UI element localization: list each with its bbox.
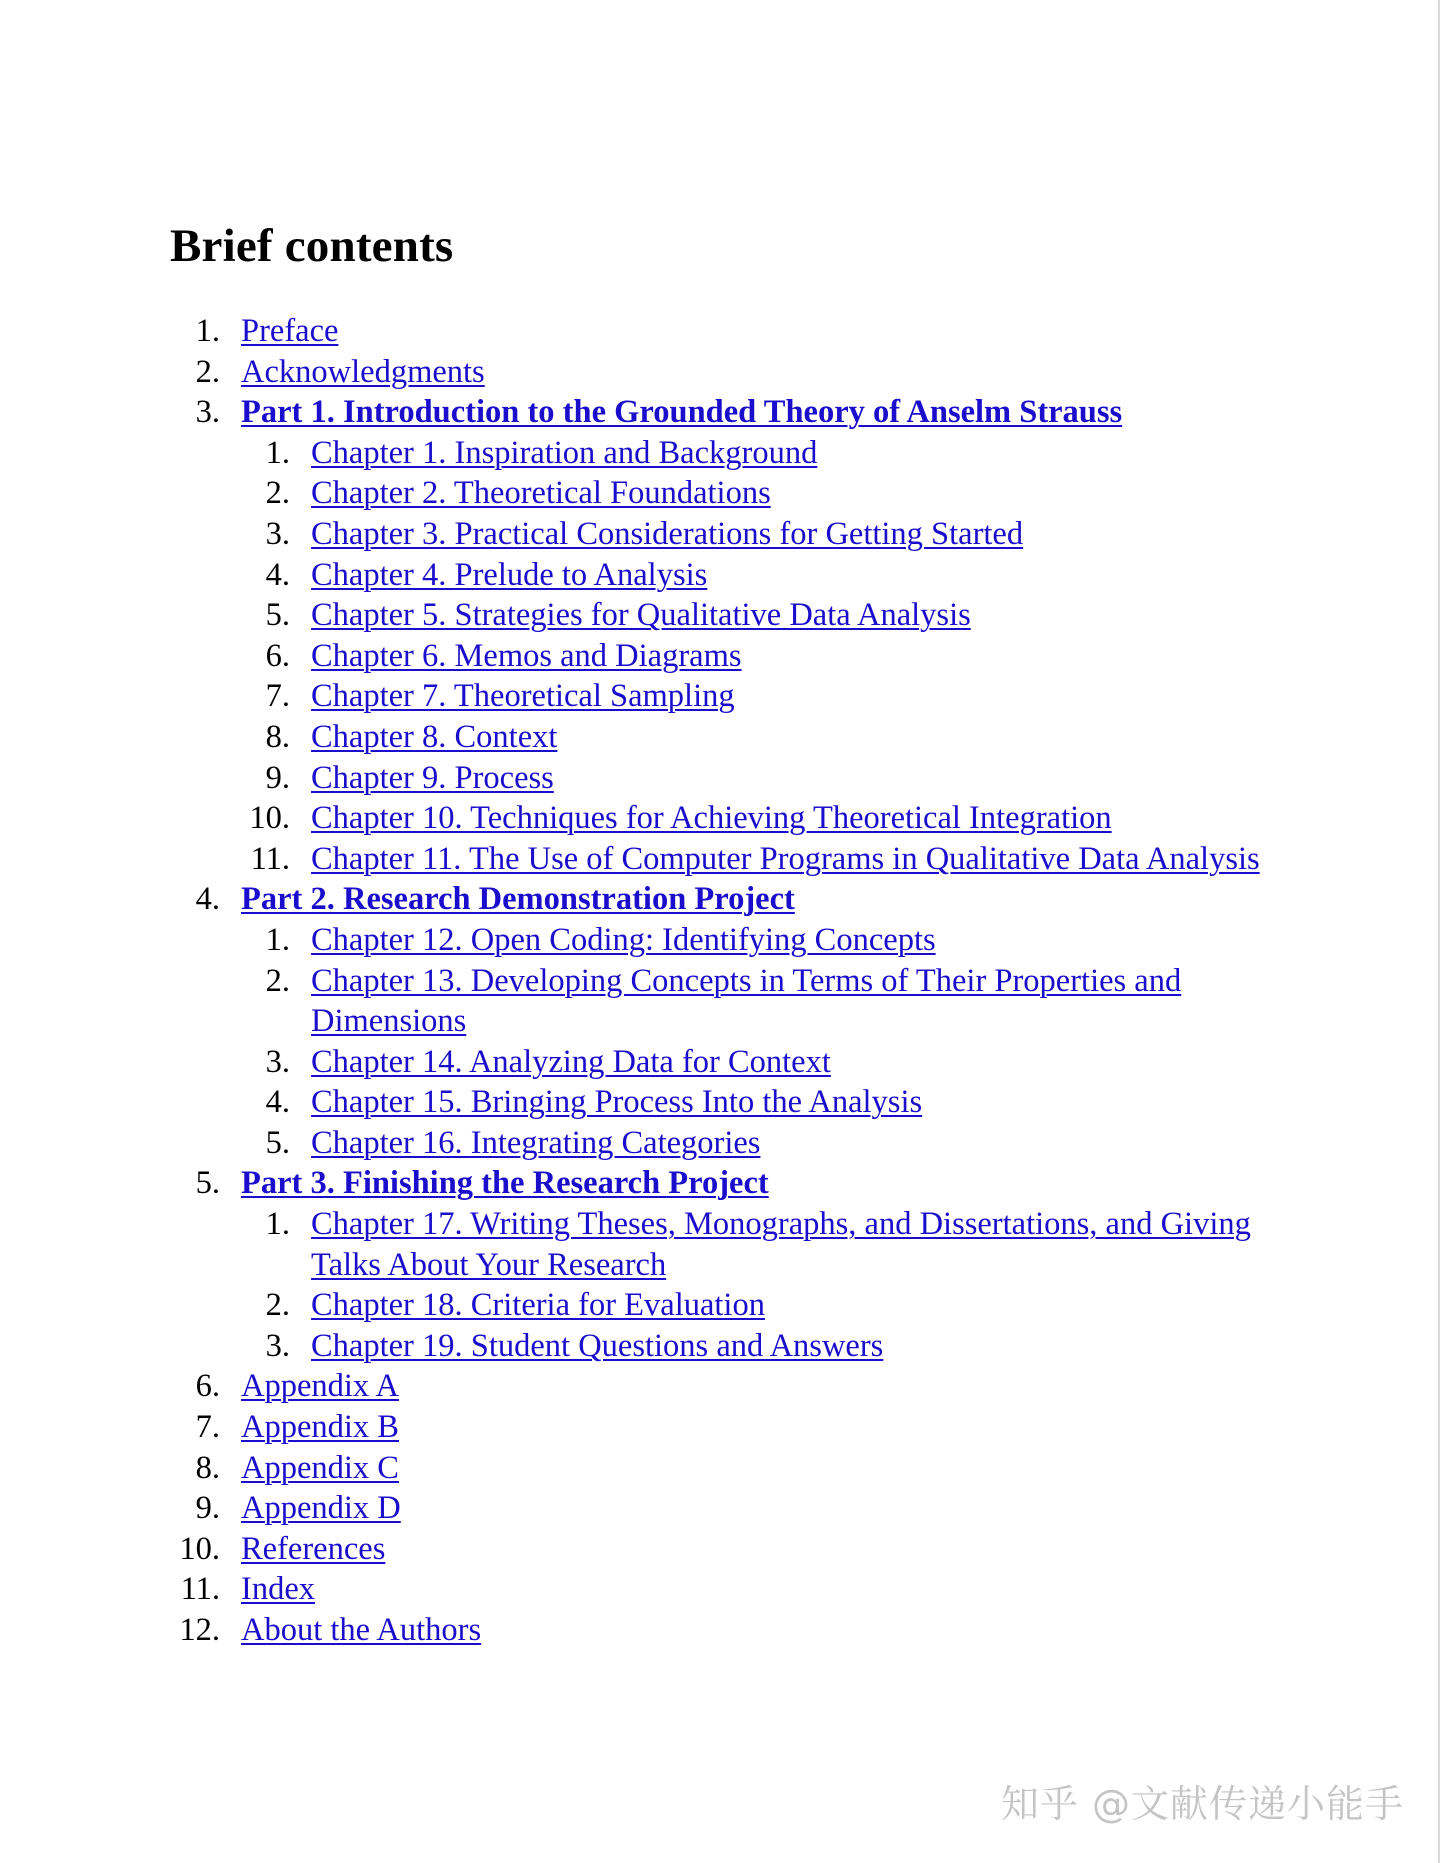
toc-link[interactable]: Chapter 17. Writing Theses, Monographs, and Dissertations, and Giving Talks About Your Research	[311, 1206, 1251, 1283]
toc-item-number: 6.	[265, 637, 290, 674]
toc-link[interactable]: Chapter 3. Practical Considerations for Getting Started	[311, 515, 1024, 552]
toc-chapter-item	[0, 758, 1440, 799]
toc-link[interactable]: Preface	[241, 313, 339, 349]
toc-item-number: 7.	[195, 1409, 220, 1446]
toc-item-text	[311, 636, 1266, 677]
toc-link[interactable]: Index	[241, 1571, 315, 1608]
toc-part-item	[0, 392, 1440, 433]
toc-item-number: 11.	[250, 840, 290, 877]
toc-chapter-item	[0, 839, 1440, 880]
toc-item-text	[241, 1529, 1321, 1570]
toc-item	[0, 1610, 1440, 1651]
toc-chapter-item	[0, 1326, 1440, 1367]
toc-link[interactable]: Chapter 8. Context	[311, 718, 558, 755]
toc-link[interactable]: Acknowledgments	[241, 353, 485, 390]
toc-item-number: 1.	[265, 921, 290, 958]
toc-item-number: 1.	[265, 1206, 290, 1243]
toc-chapter-item	[0, 473, 1440, 514]
toc-chapter-item	[0, 1082, 1440, 1123]
toc-chapter-item	[0, 514, 1440, 555]
toc-link[interactable]: Appendix A	[241, 1368, 399, 1405]
toc-item-text	[311, 1204, 1266, 1285]
toc-item-text	[311, 920, 1266, 961]
toc-item-number: 5.	[265, 597, 290, 634]
toc-link[interactable]: Chapter 2. Theoretical Foundations	[311, 475, 771, 512]
toc-item-text	[241, 1407, 1321, 1448]
toc-item-number: 2.	[265, 475, 290, 512]
toc-item-text	[311, 1042, 1266, 1083]
toc-part-link[interactable]: Part 2. Research Demonstration Project	[241, 881, 795, 918]
toc-item	[0, 311, 1440, 352]
toc-link[interactable]: About the Authors	[241, 1612, 482, 1648]
toc-chapter-item	[0, 1123, 1440, 1164]
toc-item-text	[241, 1366, 1321, 1407]
watermark: 知乎 @文献传递小能手	[1000, 1782, 1404, 1826]
toc-item-number: 3.	[265, 1327, 290, 1364]
toc-part-item	[0, 1163, 1440, 1204]
toc-link[interactable]: Chapter 10. Techniques for Achieving Theoretical Integration	[311, 800, 1112, 837]
toc-part-item	[0, 879, 1440, 920]
toc-item-number: 10.	[249, 800, 290, 837]
toc-item-number: 9.	[195, 1490, 220, 1527]
toc-item-number: 12.	[179, 1612, 220, 1648]
toc-link[interactable]: Chapter 12. Open Coding: Identifying Concepts	[311, 921, 936, 958]
toc-item	[0, 1366, 1440, 1407]
toc-link[interactable]: Chapter 15. Bringing Process Into the Analysis	[311, 1084, 923, 1121]
toc-chapter-item	[0, 961, 1440, 1042]
toc-item-text	[241, 1163, 1321, 1204]
toc-item-number: 3.	[195, 394, 220, 431]
toc-link[interactable]: Appendix D	[241, 1490, 401, 1527]
toc-item-number: 9.	[265, 759, 290, 796]
toc-item-number: 8.	[265, 718, 290, 755]
toc-item-text	[241, 1448, 1321, 1489]
toc-item-number: 1.	[265, 434, 290, 471]
toc-item-number: 5.	[195, 1165, 220, 1202]
toc-item-text	[241, 311, 1321, 352]
toc-item-number: 1.	[195, 313, 220, 349]
toc-item-text	[311, 798, 1266, 839]
toc-link[interactable]: Chapter 7. Theoretical Sampling	[311, 678, 735, 715]
toc-item-number: 3.	[265, 515, 290, 552]
toc-link[interactable]: Chapter 19. Student Questions and Answers	[311, 1327, 884, 1364]
toc-link[interactable]: References	[241, 1530, 386, 1567]
toc-item-number: 11.	[180, 1571, 220, 1608]
toc-item-number: 2.	[195, 353, 220, 390]
toc-item-text	[311, 676, 1266, 717]
toc-item-number: 8.	[195, 1449, 220, 1486]
toc-item-text	[311, 717, 1266, 758]
toc-chapter-item	[0, 433, 1440, 474]
toc-link[interactable]: Appendix B	[241, 1409, 399, 1446]
toc-item-text	[311, 1326, 1266, 1367]
toc-link[interactable]: Chapter 1. Inspiration and Background	[311, 434, 818, 471]
toc-link[interactable]: Chapter 14. Analyzing Data for Context	[311, 1043, 831, 1080]
toc-item-number: 7.	[265, 678, 290, 715]
toc-item-text	[241, 1610, 1321, 1651]
table-of-contents	[0, 311, 1440, 1651]
toc-link[interactable]: Chapter 18. Criteria for Evaluation	[311, 1287, 765, 1324]
toc-item-text	[311, 514, 1266, 555]
toc-item	[0, 1569, 1440, 1610]
toc-item-text	[241, 879, 1321, 920]
toc-link[interactable]: Chapter 16. Integrating Categories	[311, 1124, 761, 1161]
toc-item-number: 2.	[265, 1287, 290, 1324]
toc-item-number: 4.	[195, 881, 220, 918]
toc-item-text	[311, 758, 1266, 799]
toc-part-link[interactable]: Part 3. Finishing the Research Project	[241, 1165, 769, 1202]
toc-item-text	[311, 473, 1266, 514]
toc-link[interactable]: Chapter 9. Process	[311, 759, 554, 796]
toc-link[interactable]: Chapter 5. Strategies for Qualitative Data Analysis	[311, 597, 971, 634]
toc-item-number: 2.	[265, 962, 290, 999]
toc-item-text	[311, 1123, 1266, 1164]
toc-item	[0, 1488, 1440, 1529]
toc-chapter-item	[0, 1042, 1440, 1083]
toc-chapter-item	[0, 555, 1440, 596]
toc-item-text	[241, 1569, 1321, 1610]
toc-link[interactable]: Chapter 13. Developing Concepts in Terms of Their Properties and Dimensions	[311, 962, 1182, 1040]
toc-item-text	[241, 352, 1321, 393]
toc-item-number: 6.	[195, 1368, 220, 1405]
toc-item-text	[311, 961, 1266, 1042]
toc-item	[0, 1448, 1440, 1489]
toc-item	[0, 1407, 1440, 1448]
toc-item-text	[311, 1082, 1266, 1123]
toc-chapter-item	[0, 636, 1440, 677]
toc-link[interactable]: Chapter 4. Prelude to Analysis	[311, 556, 708, 593]
toc-item-number: 5.	[265, 1124, 290, 1161]
toc-link[interactable]: Chapter 11. The Use of Computer Programs in Qualitative Data Analysis	[311, 840, 1260, 877]
toc-link[interactable]: Appendix C	[241, 1449, 399, 1486]
toc-item	[0, 352, 1440, 393]
toc-chapter-item	[0, 1285, 1440, 1326]
toc-chapter-item	[0, 1204, 1440, 1285]
toc-item-number: 4.	[265, 556, 290, 593]
toc-chapter-item	[0, 676, 1440, 717]
toc-item-text	[311, 433, 1266, 474]
toc-chapter-item	[0, 798, 1440, 839]
toc-item-text	[311, 555, 1266, 596]
toc-item-text	[311, 595, 1266, 636]
toc-item	[0, 1529, 1440, 1570]
toc-item-text	[241, 1488, 1321, 1529]
toc-part-link[interactable]: Part 1. Introduction to the Grounded Theory of Anselm Strauss	[241, 394, 1123, 431]
toc-item-number: 3.	[265, 1043, 290, 1080]
toc-item-text	[241, 392, 1321, 433]
toc-chapter-item	[0, 920, 1440, 961]
toc-item-number: 4.	[265, 1084, 290, 1121]
toc-item-text	[311, 839, 1266, 880]
page-title: Brief contents	[170, 220, 454, 272]
toc-link[interactable]: Chapter 6. Memos and Diagrams	[311, 637, 742, 674]
toc-item-number: 10.	[179, 1530, 220, 1567]
toc-item-text	[311, 1285, 1266, 1326]
toc-chapter-item	[0, 595, 1440, 636]
toc-chapter-item	[0, 717, 1440, 758]
